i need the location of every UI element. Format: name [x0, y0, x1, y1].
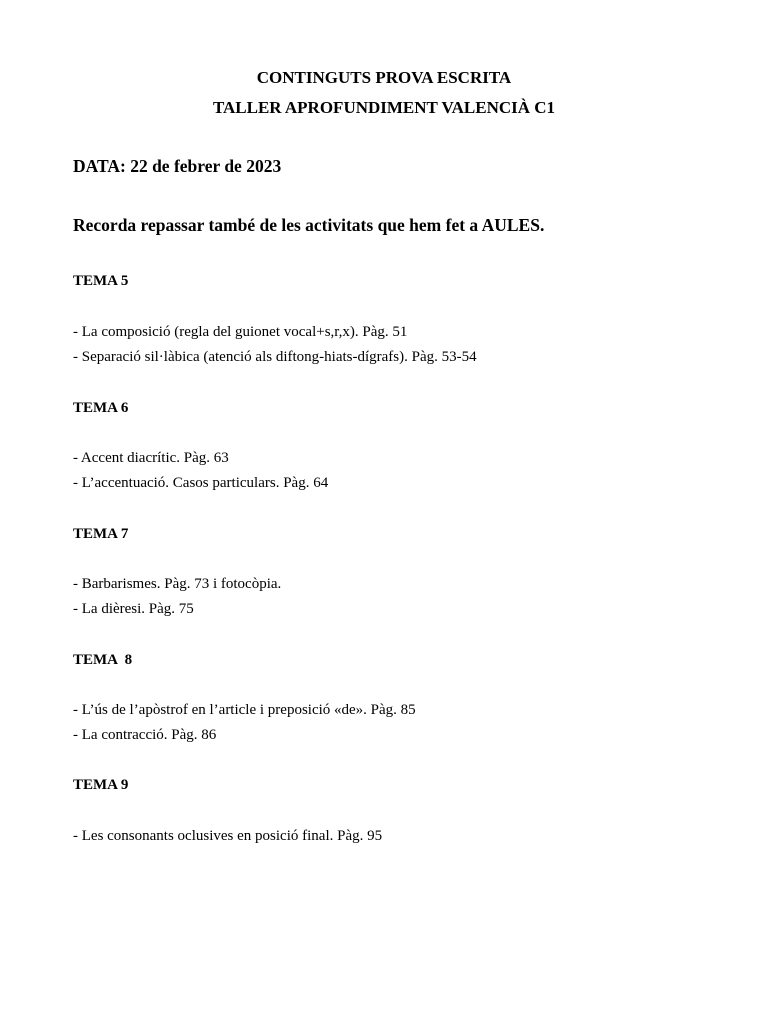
reminder-note: Recorda repassar també de les activitats que hem fet a AULES. [73, 215, 545, 235]
list-item: - La contracció. Pàg. 86 [73, 727, 217, 743]
section-heading-tema-6: TEMA 6 [73, 400, 129, 416]
section-heading-tema-7: TEMA 7 [73, 526, 129, 542]
list-item: - Separació sil·làbica (atenció als diftong-hiats-dígrafs). Pàg. 53-54 [73, 349, 477, 365]
document-title-line-2: TALLER APROFUNDIMENT VALENCIÀ C1 [212, 98, 556, 117]
list-item: - L’accentuació. Casos particulars. Pàg. 64 [73, 475, 329, 491]
list-item: - Barbarismes. Pàg. 73 i fotocòpia. [73, 576, 282, 592]
list-item: - La composició (regla del guionet vocal+s,r,x). Pàg. 51 [73, 324, 408, 340]
section-heading-tema-5: TEMA 5 [73, 273, 129, 289]
list-item: - Les consonants oclusives en posició final. Pàg. 95 [73, 828, 383, 844]
list-item: - L’ús de l’apòstrof en l’article i preposició «de». Pàg. 85 [73, 702, 416, 718]
list-item: - La dièresi. Pàg. 75 [73, 601, 194, 617]
section-heading-tema-8: TEMA 8 [73, 652, 133, 668]
exam-date: DATA: 22 de febrer de 2023 [73, 156, 282, 176]
document-title-line-1: CONTINGUTS PROVA ESCRITA [256, 68, 512, 87]
section-heading-tema-9: TEMA 9 [73, 777, 129, 793]
list-item: - Accent diacrític. Pàg. 63 [73, 450, 229, 466]
